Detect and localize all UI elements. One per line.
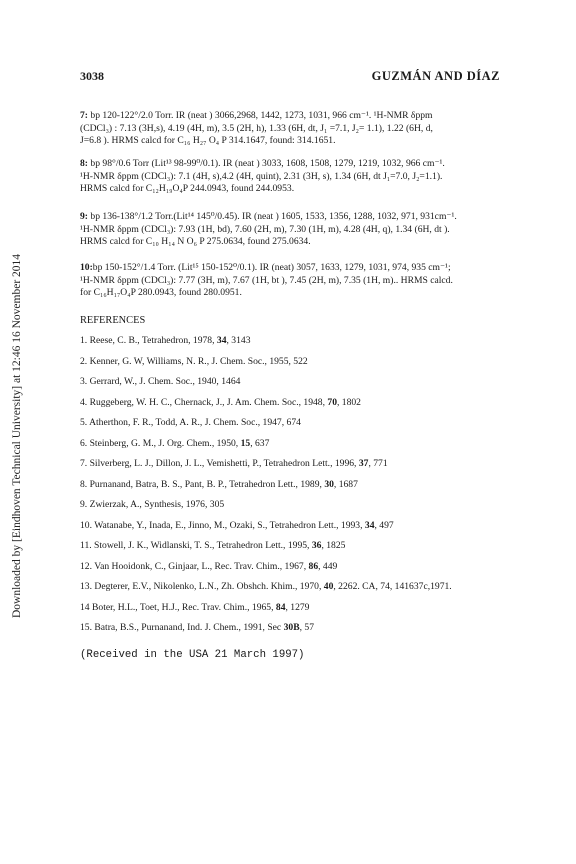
compound-label: 7: bbox=[80, 110, 88, 121]
download-watermark-text: Downloaded by [Eindhoven Technical University] at 12:46 16 November 2014 bbox=[11, 253, 23, 618]
reference-item: 10. Watanabe, Y., Inada, E., Jinno, M., Ozaki, S., Tetrahedron Lett., 1993, 34, 497 bbox=[80, 520, 394, 531]
reference-item: 5. Atherthon, F. R., Todd, A. R., J. Chem. Soc., 1947, 674 bbox=[80, 417, 301, 428]
compound-line: ¹H-NMR δppm (CDCl₃): 7.93 (1H, bd), 7.60 (2H, m), 7.30 (1H, m), 4.28 (4H, q), 1.34 (6H, dt ). bbox=[80, 223, 450, 235]
compound-line: HRMS calcd for C₁₀ H₁₄ N O₆ P 275.0634, found 275.0634. bbox=[80, 236, 311, 248]
compound-line: bp 98°/0.6 Torr (Lit¹³ 98-99⁰/0.1). IR (neat ) 3033, 1608, 1508, 1279, 1219, 1032, 966 cm⁻¹. bbox=[90, 158, 445, 169]
compound-label: 9: bbox=[80, 211, 88, 222]
references-heading: REFERENCES bbox=[80, 315, 146, 326]
reference-item: 14 Boter, H.L., Toet, H.J., Rec. Trav. Chim., 1965, 84, 1279 bbox=[80, 602, 310, 613]
reference-item: 8. Purnanand, Batra, B. S., Pant, B. P., Tetrahedron Lett., 1989, 30, 1687 bbox=[80, 479, 358, 490]
reference-item: 11. Stowell, J. K., Widlanski, T. S., Tetrahedron Lett., 1995, 36, 1825 bbox=[80, 540, 346, 551]
compound-line: bp 120-122°/2.0 Torr. IR (neat ) 3066,2968, 1442, 1273, 1031, 966 cm⁻¹. ¹H-NMR δppm bbox=[90, 110, 433, 121]
reference-item: 7. Silverberg, L. J., Dillon, J. L., Vemishetti, P., Tetrahedron Lett., 1996, 37, 771 bbox=[80, 458, 388, 469]
reference-item: 1. Reese, C. B., Tetrahedron, 1978, 34, 3143 bbox=[80, 335, 251, 346]
received-date: (Received in the USA 21 March 1997) bbox=[80, 649, 305, 661]
compound-line: bp 150-152°/1.4 Torr. (Lit¹⁵ 150-152⁰/0.1). IR (neat) 3057, 1633, 1279, 1031, 974, 935 cm⁻¹; bbox=[92, 262, 451, 273]
compound-line: ¹H-NMR δppm (CDCl₃): 7.77 (3H, m), 7.67 (1H, bt ), 7.45 (2H, m), 7.35 (1H, m).. HRMS calcd. bbox=[80, 274, 453, 286]
running-head-authors: GUZMÁN AND DÍAZ bbox=[371, 69, 500, 83]
reference-item: 13. Degterer, E.V., Nikolenko, L.N., Zh. Obshch. Khim., 1970, 40, 2262. CA, 74, 141637c,1971. bbox=[80, 581, 452, 592]
reference-item: 2. Kenner, G. W, Williams, N. R., J. Chem. Soc., 1955, 522 bbox=[80, 356, 308, 367]
download-watermark bbox=[8, 0, 26, 864]
compound-entry-10 bbox=[80, 262, 510, 300]
compound-entry-8 bbox=[80, 158, 510, 196]
compound-line: ¹H-NMR δppm (CDCl₃): 7.1 (4H, s),4.2 (4H, quint), 2.31 (3H, s), 1.34 (6H, dt J₁=7.0, J₂=1.1). bbox=[80, 170, 443, 182]
reference-item: 6. Steinberg, G. M., J. Org. Chem., 1950, 15, 637 bbox=[80, 438, 270, 449]
reference-item: 15. Batra, B.S., Purnanand, Ind. J. Chem., 1991, Sec 30B, 57 bbox=[80, 622, 314, 633]
compound-line: (CDCl₃) : 7.13 (3H,s), 4.19 (4H, m), 3.5 (2H, h), 1.33 (6H, dt, J₁ =7.1, J₂= 1.1), 1.22 (6H, d, bbox=[80, 122, 433, 134]
compound-line: HRMS calcd for C₁₂H₁₉O₄P 244.0943, found 244.0953. bbox=[80, 183, 295, 195]
compound-line: for C₁₆H₁₇O₄P 280.0943, found 280.0951. bbox=[80, 287, 242, 299]
compound-entry-7 bbox=[80, 110, 510, 148]
page-number: 3038 bbox=[80, 69, 104, 83]
compound-line: bp 136-138°/1.2 Torr.(Lit¹⁴ 145⁰/0.45). IR (neat ) 1605, 1533, 1356, 1288, 1032, 971, 931cm⁻¹. bbox=[90, 211, 457, 222]
reference-item: 4. Ruggeberg, W. H. C., Chernack, J., J. Am. Chem. Soc., 1948, 70, 1802 bbox=[80, 397, 361, 408]
compound-entry-9 bbox=[80, 211, 510, 249]
reference-item: 12. Van Hooidonk, C., Ginjaar, L., Rec. Trav. Chim., 1967, 86, 449 bbox=[80, 561, 338, 572]
reference-item: 9. Zwierzak, A., Synthesis, 1976, 305 bbox=[80, 499, 225, 510]
reference-item: 3. Gerrard, W., J. Chem. Soc., 1940, 1464 bbox=[80, 376, 241, 387]
page-header bbox=[80, 69, 500, 87]
compound-label: 8: bbox=[80, 158, 88, 169]
compound-label: 10: bbox=[80, 262, 93, 273]
compound-line: J=6.8 ). HRMS calcd for C₁₆ H₂₇ O₄ P 314.1647, found: 314.1651. bbox=[80, 135, 336, 147]
